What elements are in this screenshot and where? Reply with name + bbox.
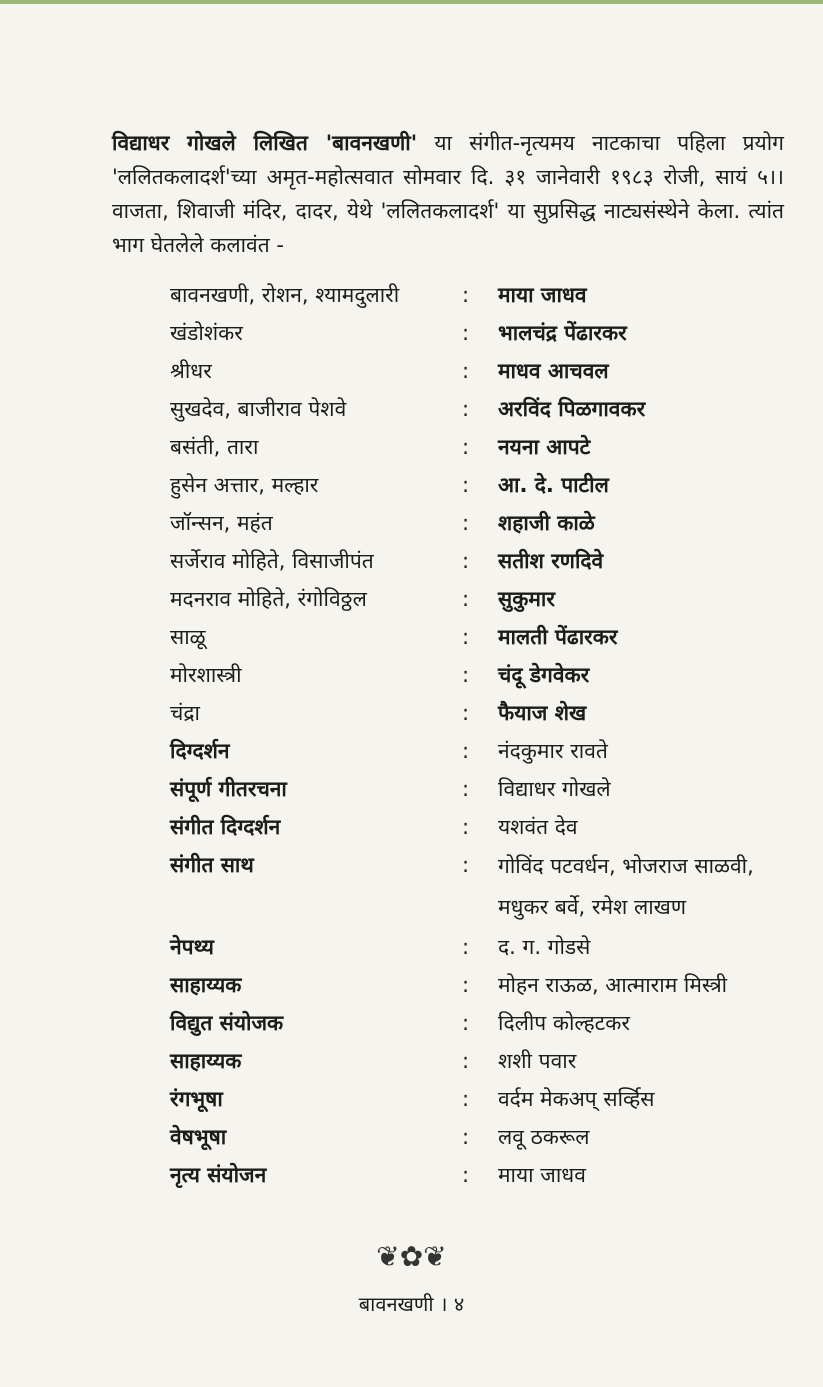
- crew-name: यशवंत देव: [498, 815, 578, 839]
- cast-name: माधव आचवल: [498, 359, 609, 383]
- cast-name: आ. दे. पाटील: [498, 473, 609, 497]
- cast-role: हुसेन अत्तार, मल्हार: [170, 473, 319, 497]
- crew-role: संगीत दिग्दर्शन: [170, 815, 281, 839]
- crew-row: [170, 928, 800, 966]
- separator: :: [462, 1125, 470, 1149]
- crew-row: [170, 966, 800, 1004]
- cast-role: मदनराव मोहिते, रंगोविठ्ठल: [170, 587, 367, 611]
- cast-row: [170, 694, 800, 732]
- intro-paragraph: [112, 126, 784, 262]
- crew-name: लवू ठकरूल: [498, 1125, 590, 1149]
- cast-role: बसंती, तारा: [170, 435, 259, 459]
- cast-row: [170, 504, 800, 542]
- crew-name: द. ग. गोडसे: [498, 935, 591, 959]
- separator: :: [462, 587, 470, 611]
- cast-role: मोरशास्त्री: [170, 663, 242, 687]
- floral-ornament-icon: ❦✿❦: [376, 1240, 447, 1273]
- cast-role: खंडोशंकर: [170, 321, 243, 345]
- cast-name: सतीश रणदिवे: [498, 549, 604, 573]
- cast-row: [170, 352, 800, 390]
- separator: :: [462, 739, 470, 763]
- crew-row: [170, 1156, 800, 1194]
- intro-text: या संगीत-नृत्यमय नाटकाचा पहिला प्रयोग 'ललितकलादर्श'च्या अमृत-महोत्सवात सोमवार दि. ३१ जानेवारी १९८३ रोजी, सायं ५।। वाजता, शिवाजी मंदिर, दादर, येथे 'ललितकलादर्श' या सुप्रसिद्ध नाट्यसंस्थेने केला. त्यांत भाग घेतलेले कलावंत -: [112, 131, 784, 257]
- crew-row: [170, 1004, 800, 1042]
- cast-name: अरविंद पिळगावकर: [498, 397, 646, 421]
- separator: :: [462, 625, 470, 649]
- crew-role: साहाय्यक: [170, 1049, 242, 1073]
- cast-row: [170, 314, 800, 352]
- separator: :: [462, 663, 470, 687]
- crew-row: [170, 1118, 800, 1156]
- separator: :: [462, 815, 470, 839]
- intro-title: विद्याधर गोखले लिखित 'बावनखणी': [112, 131, 418, 155]
- cast-name: नयना आपटे: [498, 435, 591, 459]
- cast-name: फैयाज शेख: [498, 701, 587, 725]
- crew-role: साहाय्यक: [170, 973, 242, 997]
- separator: :: [462, 321, 470, 345]
- crew-role: संपूर्ण गीतरचना: [170, 777, 287, 801]
- cast-row: [170, 276, 800, 314]
- cast-name: भालचंद्र पेंढारकर: [498, 321, 627, 345]
- cast-role: सर्जेराव मोहिते, विसाजीपंत: [170, 549, 374, 573]
- cast-row: [170, 618, 800, 656]
- crew-name: मोहन राऊळ, आत्माराम मिस्त्री: [498, 973, 728, 997]
- cast-row: [170, 428, 800, 466]
- crew-role: नृत्य संयोजन: [170, 1163, 267, 1187]
- crew-role: रंगभूषा: [170, 1087, 223, 1111]
- cast-name: मालती पेंढारकर: [498, 625, 618, 649]
- cast-role: सुखदेव, बाजीराव पेशवे: [170, 397, 347, 421]
- separator: :: [462, 853, 470, 877]
- cast-row: [170, 542, 800, 580]
- top-border: [0, 0, 823, 4]
- cast-name: सुकुमार: [498, 587, 555, 611]
- cast-name: शहाजी काळे: [498, 511, 595, 535]
- separator: :: [462, 511, 470, 535]
- separator: :: [462, 473, 470, 497]
- cast-role: श्रीधर: [170, 359, 212, 383]
- crew-name: विद्याधर गोखले: [498, 777, 611, 801]
- cast-row: [170, 390, 800, 428]
- separator: :: [462, 1049, 470, 1073]
- cast-row: [170, 656, 800, 694]
- separator: :: [462, 359, 470, 383]
- crew-name: वर्दम मेकअप् सर्व्हिस: [498, 1087, 655, 1111]
- separator: :: [462, 973, 470, 997]
- crew-row: [170, 732, 800, 770]
- cast-name: चंदू डेगवेकर: [498, 663, 590, 687]
- separator: :: [462, 435, 470, 459]
- crew-row: [170, 770, 800, 808]
- cast-role: जॉन्सन, महंत: [170, 511, 273, 535]
- crew-role: संगीत साथ: [170, 853, 254, 877]
- crew-row: [170, 808, 800, 846]
- crew-name: माया जाधव: [498, 1163, 586, 1187]
- separator: :: [462, 777, 470, 801]
- cast-name: माया जाधव: [498, 283, 587, 307]
- cast-row: [170, 580, 800, 618]
- cast-row: [170, 466, 800, 504]
- crew-name: शशी पवार: [498, 1049, 577, 1073]
- separator: :: [462, 549, 470, 573]
- separator: :: [462, 283, 470, 307]
- credits-list: [170, 276, 800, 1194]
- crew-role: विद्युत संयोजक: [170, 1011, 284, 1035]
- page-footer: बावनखणी । ४: [358, 1292, 465, 1316]
- separator: :: [462, 397, 470, 421]
- crew-name: गोविंद पटवर्धन, भोजराज साळवी, मधुकर बर्वे, रमेश लाखण: [498, 854, 754, 919]
- separator: :: [462, 1011, 470, 1035]
- crew-role: नेपथ्य: [170, 935, 214, 959]
- crew-role: दिग्दर्शन: [170, 739, 230, 763]
- crew-row: [170, 1080, 800, 1118]
- crew-name: दिलीप कोल्हटकर: [498, 1011, 630, 1035]
- separator: :: [462, 1087, 470, 1111]
- separator: :: [462, 935, 470, 959]
- crew-name: नंदकुमार रावते: [498, 739, 608, 763]
- cast-role: चंद्रा: [170, 701, 200, 725]
- crew-role: वेषभूषा: [170, 1125, 227, 1149]
- cast-role: बावनखणी, रोशन, श्यामदुलारी: [170, 283, 400, 307]
- separator: :: [462, 701, 470, 725]
- crew-row: [170, 1042, 800, 1080]
- crew-row: [170, 846, 800, 928]
- cast-role: साळू: [170, 625, 206, 649]
- separator: :: [462, 1163, 470, 1187]
